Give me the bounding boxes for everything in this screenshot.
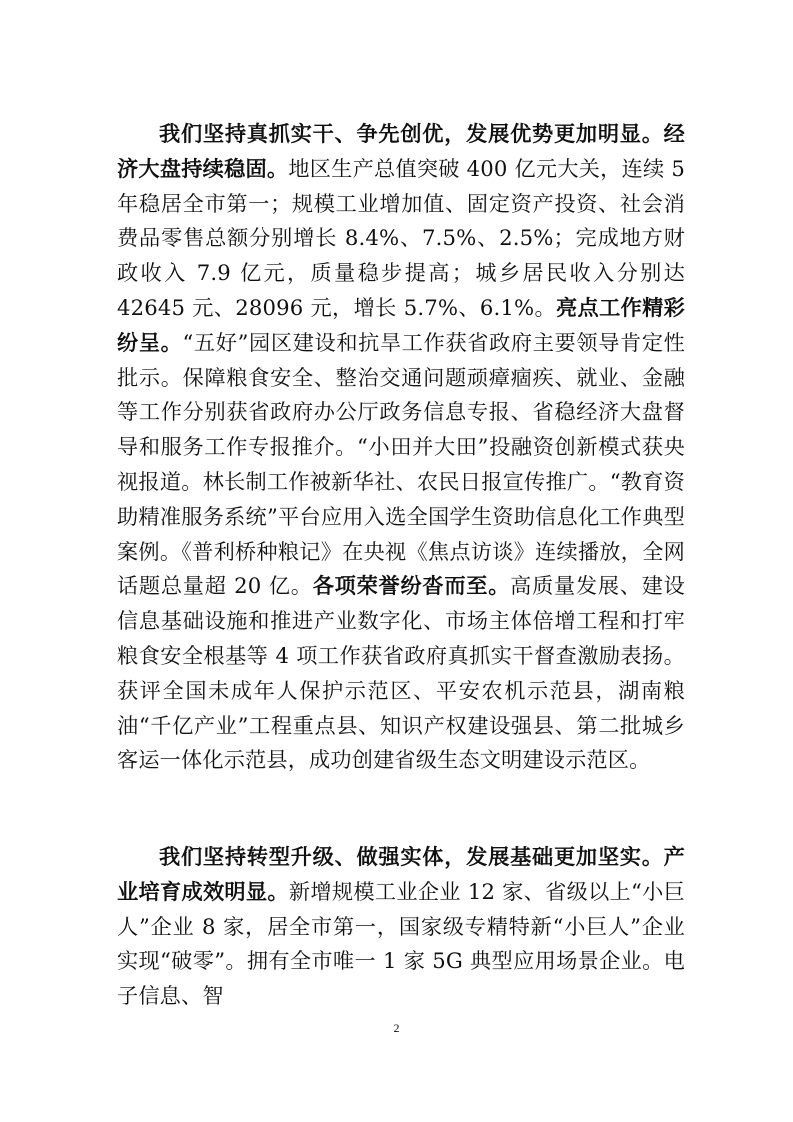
subheading-industry-cultivation: 产业培育成效明显。 [117,844,685,904]
page-number: 2 [393,1021,400,1035]
subheading-honors: 各项荣誉纷沓而至。 [312,573,511,599]
paragraph-text: 新增规模工业企业 12 家、省级以上“小巨人”企业 8 家，居全市第一，国家级专精特新“小巨人”企业实现“破零”。拥有全市唯一 1 家 5G 典型应用场景企业。电子信息、智 [117,878,686,1009]
body-paragraph-achievements [117,117,685,778]
heading-development-advantages: 我们坚持真抓实干、争先创优，发展优势更加明显。 [159,121,664,146]
paragraph-text: 高质量发展、建设信息基础设施和推进产业数字化、市场主体倍增工程和打牢粮食安全根基等 4 项工作获省政府真抓实干督查激励表扬。获评全国未成年人保护示范区、平安农机示范县，湖南粮油“千亿产业”工程重点县、知识产权建设强县、第二批城乡客运一体化示范县，成功创建省级生态文明建设示范区。 [117,573,685,773]
subheading-highlights: 亮点工作精彩纷呈。 [117,294,686,355]
paragraph-text: “五好”园区建设和抗旱工作获省政府主要领导肯定性批示。保障粮食安全、整治交通问题顽瘴痼疾、就业、金融等工作分别获省政府办公厅政务信息专报、省稳经济大盘督导和服务工作专报推介。“小田并大田”投融资创新模式获央视报道。林长制工作被新华社、农民日报宣传推广。“教育资助精准服务系统”平台应用入选全国学生资助信息化工作典型案例。《普利桥种粮记》在央视《焦点访谈》连续播放，全网话题总量超 20 亿。 [117,329,685,599]
body-paragraph-transformation [117,840,685,1014]
paragraph-text: 地区生产总值突破 400 亿元大关，连续 5 年稳居全市第一；规模工业增加值、固定资产投资、社会消费品零售总额分别增长 8.4%、7.5%、2.5%；完成地方财政收入 7.9 亿元，质量稳步提高；城乡居民收入分别达 42645 元、28096 元，增长 5.7%、6.1%。 [117,155,685,320]
heading-transformation: 我们坚持转型升级、做强实体，发展基础更加坚实。 [159,844,664,869]
subheading-economy-stable: 经济大盘持续稳固。 [117,121,685,181]
